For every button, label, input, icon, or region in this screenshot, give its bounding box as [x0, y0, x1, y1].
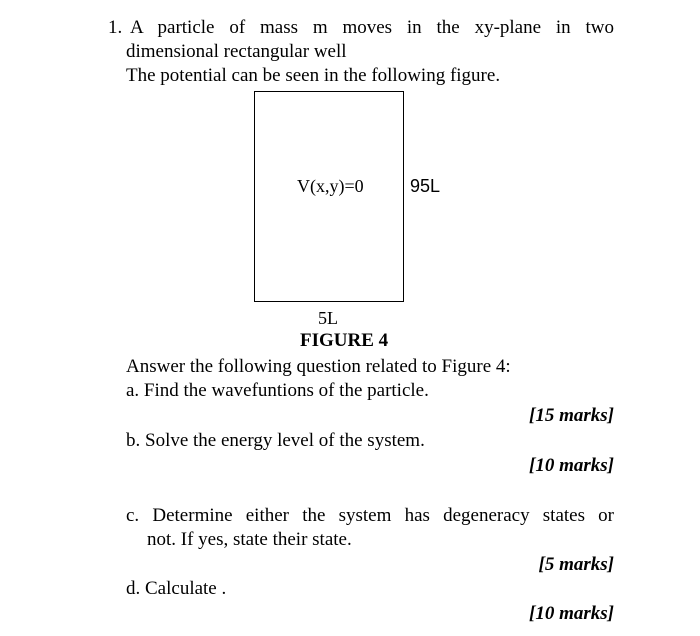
question-text-line-2: dimensional rectangular well	[126, 41, 347, 62]
part-a-text: a. Find the wavefuntions of the particle.	[126, 380, 429, 401]
questions-intro: Answer the following question related to Figure 4:	[126, 356, 511, 377]
well-width-label: 5L	[318, 308, 338, 328]
potential-label: V(x,y)=0	[297, 176, 364, 196]
figure-caption: FIGURE 4	[300, 330, 389, 351]
part-d-marks: [10 marks]	[529, 603, 614, 624]
question-text-line-3: The potential can be seen in the following figure.	[126, 65, 501, 86]
part-a-marks: [15 marks]	[529, 405, 614, 426]
part-c-text-line-2: not. If yes, state their state.	[147, 529, 352, 550]
part-c-text-line-1: c. Determine either the system has degeneracy states or	[126, 505, 614, 526]
well-height-label: 95L	[410, 176, 441, 196]
question-text-line-1: A particle of mass m moves in the xy-plane in two	[130, 17, 614, 38]
part-b-marks: [10 marks]	[529, 455, 614, 476]
part-b-text: b. Solve the energy level of the system.	[126, 430, 425, 451]
question-number: 1.	[108, 17, 123, 38]
part-d-text: d. Calculate .	[126, 578, 227, 599]
part-c-marks: [5 marks]	[538, 554, 614, 575]
